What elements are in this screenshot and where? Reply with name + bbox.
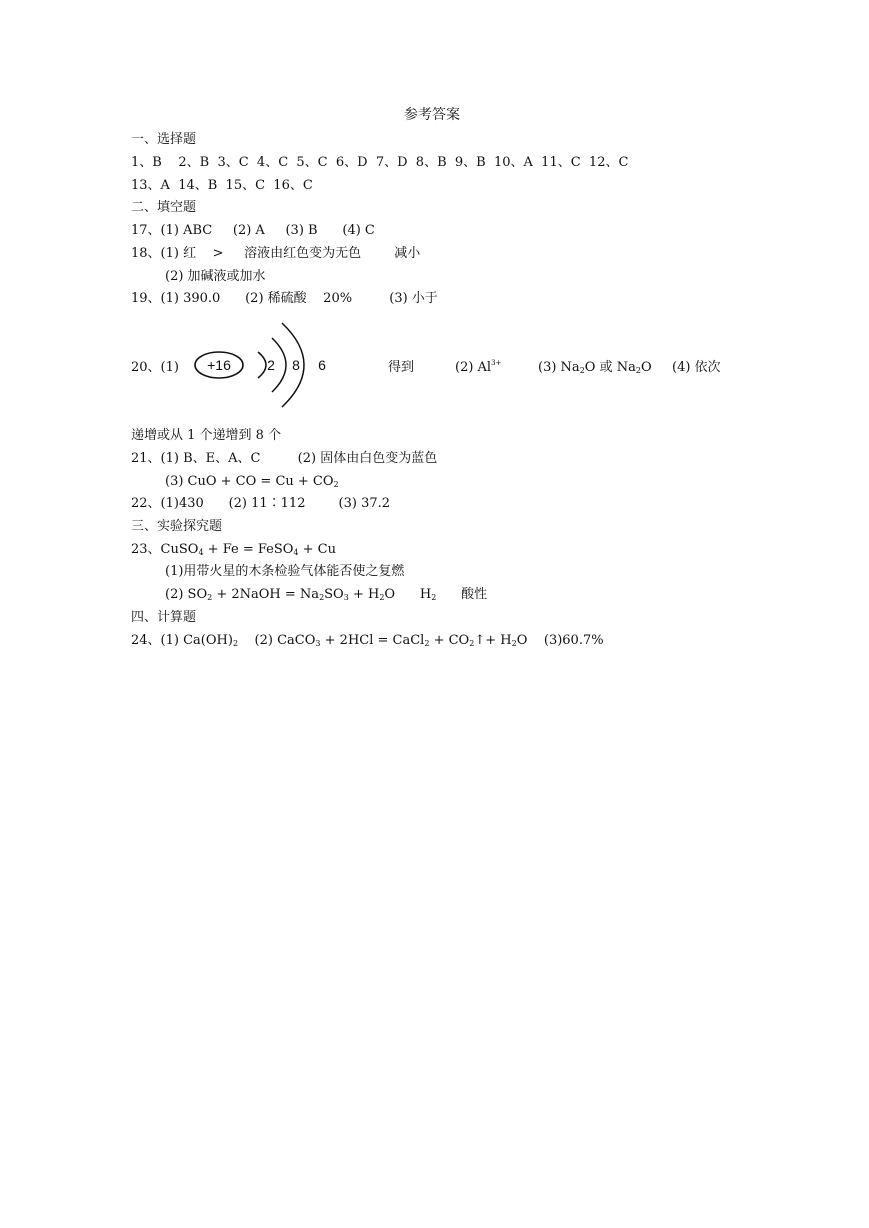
answer-22: 22、(1)430 (2) 11∶112 (3) 37.2 (131, 496, 391, 511)
gas-arrow-icon: ↑ (474, 633, 486, 648)
answer-19: 19、(1) 390.0 (2) 稀硫酸 20% (3) 小于 (131, 291, 438, 306)
answer-23-part-1: (1)用带火星的木条检验气体能否使之复燃 (165, 564, 405, 579)
nucleus-charge: +16 (207, 357, 231, 373)
section-heading-fill: 二、填空题 (131, 200, 197, 215)
sulfur-atom-structure-diagram (190, 318, 340, 410)
answer-20-gain: 得到 (388, 360, 415, 375)
answer-18-line-2: (2) 加碱液或加水 (165, 269, 266, 284)
answer-20-part-4: (4) 依次 (672, 360, 721, 375)
section-heading-experiment: 三、实验探究题 (131, 519, 223, 534)
shell-1-electrons: 2 (267, 357, 275, 373)
shell-2-electrons: 8 (292, 357, 300, 373)
choice-answers-row-1: 1、B 2、B 3、C 4、C 5、C 6、D 7、D 8、B 9、B 10、A 11、C 12、C (131, 155, 629, 170)
answer-23-part-2: (2) $SO_2$ + 2NaOH = $Na_2SO_3 + H_2O$ $H_2$ 酸性 (165, 587, 488, 602)
answer-23-equation: 23、CuSO$_4$ + Fe = FeSO$_4$ + Cu (131, 542, 336, 557)
answer-20-part-3: (3) $Na_2O$ 或 $Na_2O$ (538, 360, 652, 375)
section-heading-calculation: 四、计算题 (131, 610, 197, 625)
answer-18-line-1: 18、(1) 红 > 溶液由红色变为无色 减小 (131, 246, 421, 261)
answer-17: 17、(1) ABC (2) A (3) B (4) C (131, 223, 375, 238)
answer-20-continuation: 递增或从 1 个递增到 8 个 (131, 428, 282, 443)
choice-answers-row-2: 13、A 14、B 15、C 16、C (131, 178, 313, 193)
answer-20-part-2: (2) $Al^{3+}$ (455, 359, 502, 375)
answer-24: 24、(1) $Ca(OH)_2$ (2) CaCO$_3$ + 2HCl = CaCl$_2$ + $CO_2↑+ H_2O$ (3)60.7% (131, 633, 604, 648)
answer-21-line-2: (3) CuO + CO = $Cu + CO_2$ (165, 474, 339, 489)
electron-shell-1 (258, 352, 266, 378)
page-title: 参考答案 (404, 107, 460, 123)
answer-21-line-1: 21、(1) B、E、A、C (2) 固体由白色变为蓝色 (131, 451, 438, 466)
shell-3-electrons: 6 (318, 357, 326, 373)
section-heading-choice: 一、选择题 (131, 132, 197, 147)
answer-20-prefix: 20、(1) (131, 360, 179, 375)
